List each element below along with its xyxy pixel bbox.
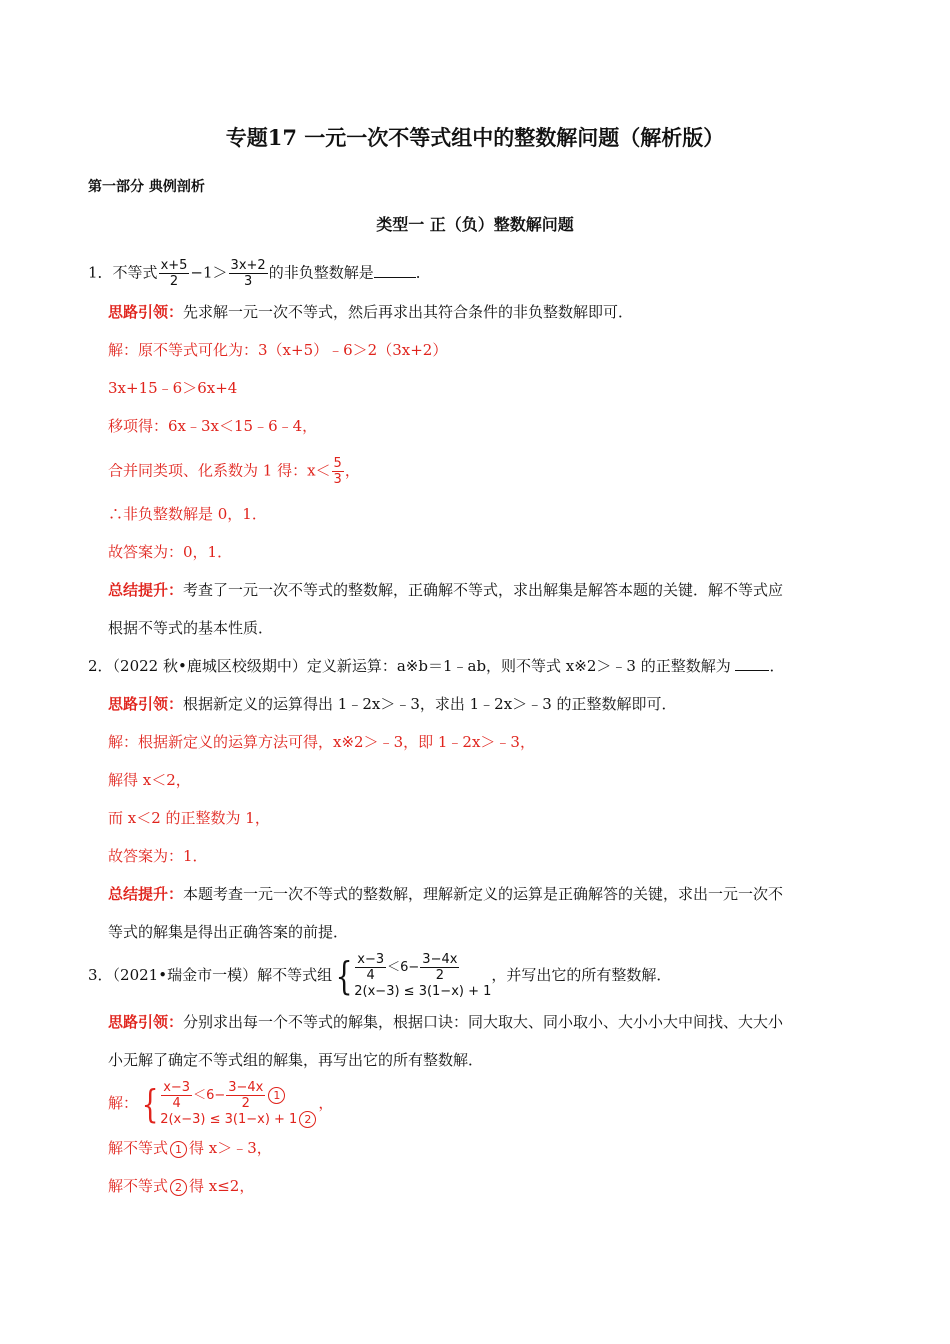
inequality-system: { $\frac{x-3}{4}$ ＜6− $\frac{3-4x}{2}$ 2(x−3) ≤ 3(1−x) + 1 <box>335 952 492 999</box>
answer-blank <box>374 277 416 278</box>
hint-label: 思路引领： <box>108 695 184 713</box>
question-number: 1． <box>88 263 113 282</box>
circled-number: 1 <box>268 1087 285 1104</box>
hint-line: 小无解了确定不等式组的解集，再写出它的所有整数解． <box>108 1051 484 1069</box>
hint-text: 先求解一元一次不等式，然后再求出其符合条件的非负整数解即可． <box>183 303 634 321</box>
summary-line: 等式的解集是得出正确答案的前提． <box>108 923 349 941</box>
solution-line: 移项得：6x﹣3x＜15﹣6﹣4， <box>108 417 318 435</box>
summary-label: 总结提升： <box>108 885 184 903</box>
left-brace: { <box>335 954 353 998</box>
hint-line <box>108 302 633 322</box>
fraction: $\frac{x+5}{2}$ <box>160 258 188 289</box>
question-number: 3． <box>88 966 113 984</box>
solution-line: 3x+15﹣6＞6x+4 <box>108 379 238 397</box>
fraction: $\frac{5}{3}$ <box>333 456 342 487</box>
question-3: 3．（2021•瑞金市一模）解不等式组 { $\frac{x-3}{4}$ ＜6− $\frac{3-4x}{2}$ 2(x−3) ≤ 3(1−x) + 1 ，并写出它的所有整数解． <box>88 952 672 999</box>
solution-line: 解不等式 1 得 x＞﹣3， <box>108 1139 272 1157</box>
summary-text: 考查了一元一次不等式的整数解，正确解不等式，求出解集是解答本题的关键．解不等式应 <box>183 581 784 599</box>
hint-text: 分别求出每一个不等式的解集，根据口诀：同大取大、同小取小、大小小大中间找、大大小 <box>183 1013 784 1031</box>
solution-line: 解得 x＜2， <box>108 771 191 789</box>
answer-blank <box>735 670 769 671</box>
hint-text: 根据新定义的运算得出 1﹣2x＞﹣3，求出 1﹣2x＞﹣3 的正整数解即可． <box>183 695 677 713</box>
solution-line: ∴非负整数解是 0，1． <box>108 505 267 523</box>
circled-number: 2 <box>299 1111 316 1128</box>
circled-number: 2 <box>170 1179 187 1196</box>
solution-line: 故答案为：0，1． <box>108 543 233 561</box>
solution-line: 故答案为：1． <box>108 847 208 865</box>
summary-line: 根据不等式的基本性质． <box>108 619 274 637</box>
question-text: （2022 秋•鹿城区校级期中）定义新运算：a※b＝1﹣ab，则不等式 x※2＞﹣3 的正整数解为 <box>112 657 736 675</box>
hint-label: 思路引领： <box>108 303 184 321</box>
summary-text: 本题考查一元一次不等式的整数解，理解新定义的运算是正确解答的关键，求出一元一次不 <box>183 885 784 903</box>
question-text: 不等式 <box>112 263 158 282</box>
inequality-system: { $\frac{x-3}{4}$ ＜6− $\frac{3-4x}{2}$ 1 2(x−3) ≤ 3(1−x) + 1 2 <box>138 1080 318 1128</box>
page-title: 专题17 一元一次不等式组中的整数解问题（解析版） <box>225 125 725 150</box>
hint-line <box>108 694 677 714</box>
solution-line: 合并同类项、化系数为 1 得：x＜ $\frac{5}{3}$ ， <box>108 456 360 487</box>
section-heading: 第一部分 典例剖析 <box>88 179 205 195</box>
question-1: 1．不等式 $\frac{x+5}{2}$ −1＞ $\frac{3x+2}{3}$ 的非负整数解是 ． <box>88 258 431 289</box>
question-2: 2．（2022 秋•鹿城区校级期中）定义新运算：a※b＝1﹣ab，则不等式 x※2＞﹣3 的正整数解为 ． <box>88 657 785 675</box>
solution-line: 解： { $\frac{x-3}{4}$ ＜6− $\frac{3-4x}{2}$ 1 2(x−3) ≤ 3(1−x) + 1 2 ， <box>108 1080 334 1127</box>
circled-number: 1 <box>170 1141 187 1158</box>
question-text: （2021•瑞金市一模）解不等式组 <box>112 966 333 984</box>
summary-label: 总结提升： <box>108 581 184 599</box>
hint-line <box>108 1012 783 1032</box>
fraction: $\frac{3x+2}{3}$ <box>230 258 266 289</box>
solution-line: 解不等式 2 得 x≤2， <box>108 1177 255 1195</box>
hint-label: 思路引领： <box>108 1013 184 1031</box>
solution-line: 解：原不等式可化为：3（x+5）﹣6＞2（3x+2） <box>108 341 448 359</box>
summary-line <box>108 580 783 600</box>
solution-line: 解：根据新定义的运算方法可得，x※2＞﹣3，即 1﹣2x＞﹣3， <box>108 733 535 751</box>
type-heading: 类型一 正（负）整数解问题 <box>376 215 574 234</box>
question-number: 2． <box>88 657 113 675</box>
summary-line <box>108 884 783 904</box>
left-brace: { <box>141 1082 159 1126</box>
solution-line: 而 x＜2 的正整数为 1， <box>108 809 270 827</box>
